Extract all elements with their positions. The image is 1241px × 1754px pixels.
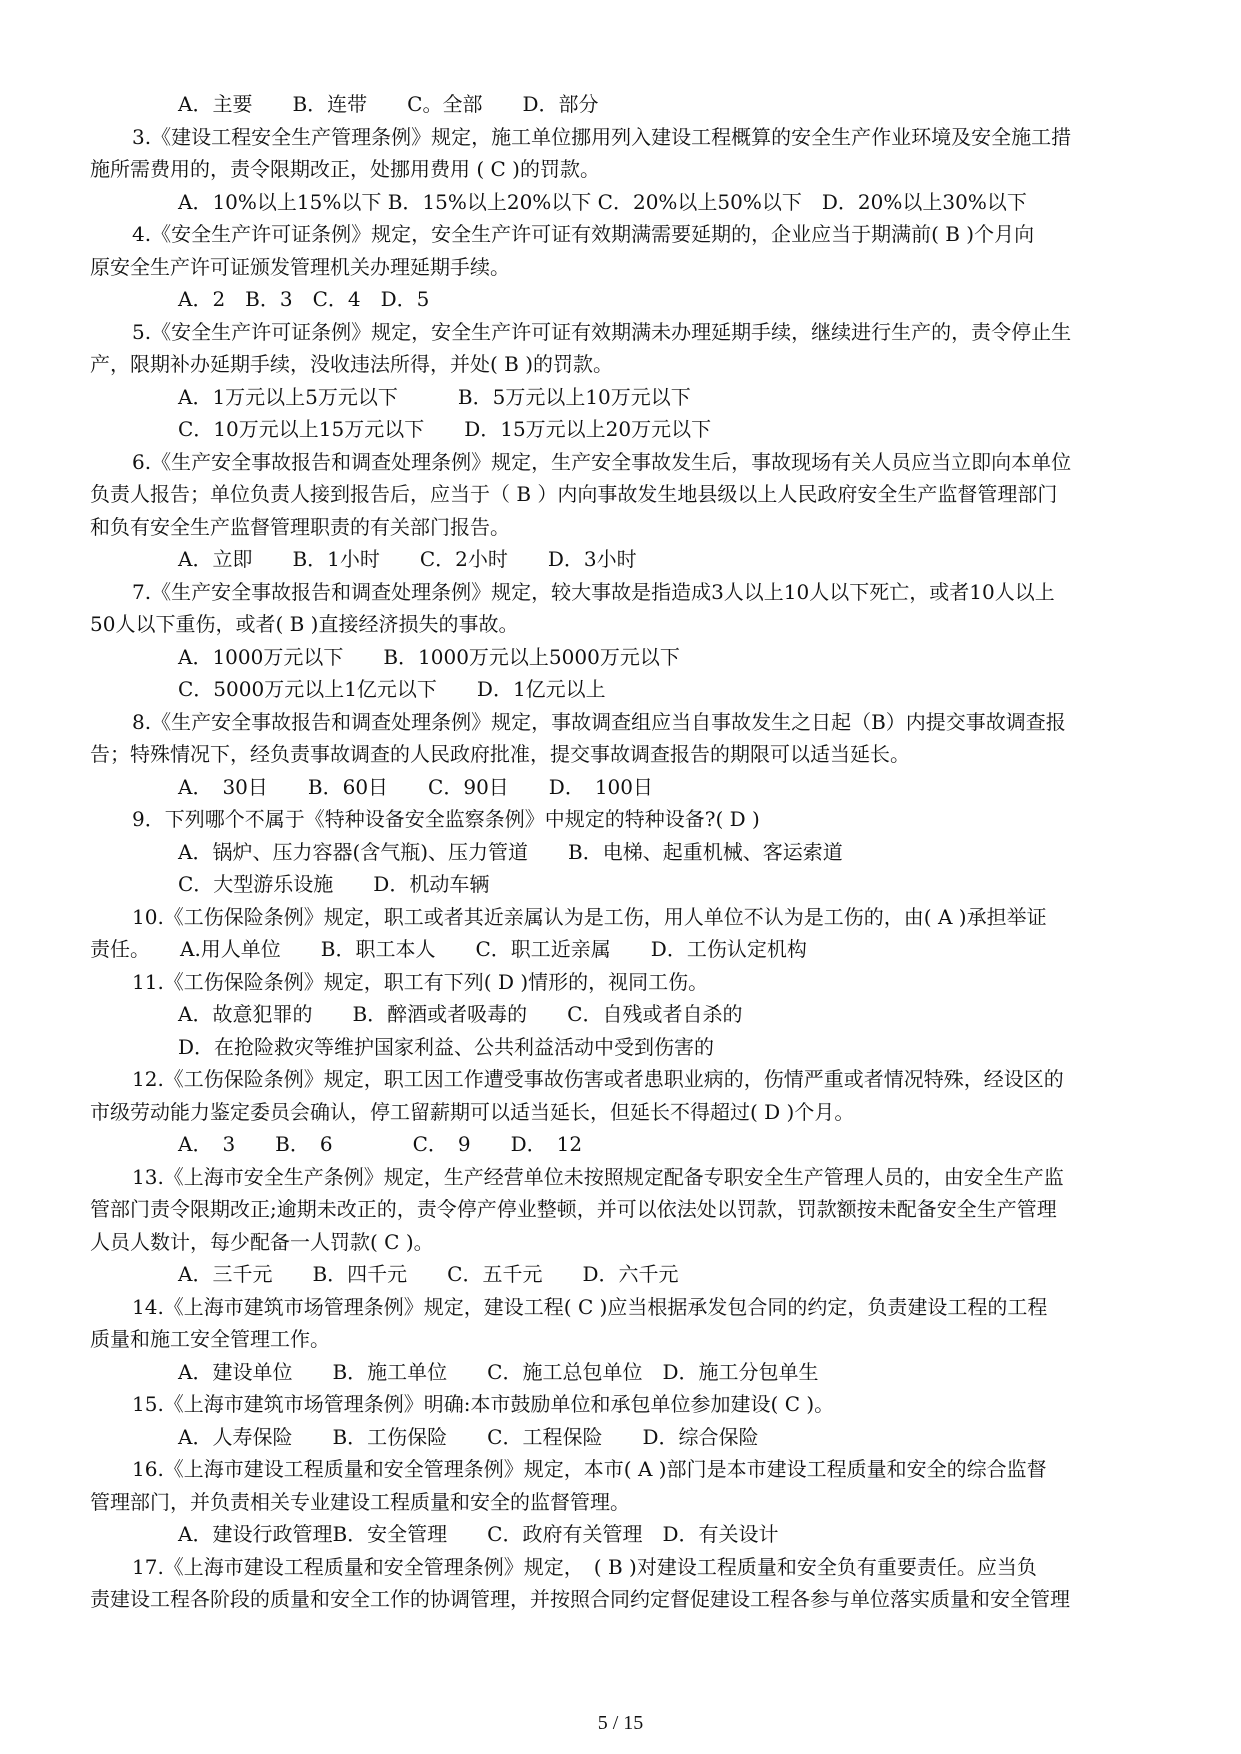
text-line: 负责人报告；单位负责人接到报告后，应当于（ B ）内向事故发生地县级以上人民政府安全生产监督管理部门 <box>90 482 1058 506</box>
text-line: 市级劳动能力鉴定委员会确认，停工留薪期可以适当延长，但延长不得超过( D )个月。 <box>90 1099 855 1124</box>
text-line: 原安全生产许可证颁发管理机关办理延期手续。 <box>90 254 510 279</box>
text-line: 人员人数计，每少配备一人罚款( C )。 <box>90 1229 434 1254</box>
text-line: 13.《上海市安全生产条例》规定，生产经营单位未按照规定配备专职安全生产管理人员的，由安全生产监 <box>132 1164 1064 1189</box>
text-line: A． 30日 B．60日 C．90日 D． 100日 <box>178 774 653 799</box>
text-line: C．5000万元以上1亿元以下 D．1亿元以上 <box>178 677 606 701</box>
text-line: 9．下列哪个不属于《特种设备安全监察条例》中规定的特种设备?( D ) <box>132 807 760 831</box>
text-line: A． 3 B． 6 C． 9 D． 12 <box>178 1132 583 1156</box>
text-line: 4.《安全生产许可证条例》规定，安全生产许可证有效期满需要延期的，企业应当于期满前( B )个月向 <box>132 222 1035 246</box>
text-line: 责任。 A.用人单位 B．职工本人 C．职工近亲属 D．工伤认定机构 <box>90 937 807 961</box>
text-line: 11.《工伤保险条例》规定，职工有下列( D )情形的，视同工伤。 <box>132 969 709 994</box>
text-line: 告；特殊情况下，经负责事故调查的人民政府批准，提交事故调查报告的期限可以适当延长。 <box>90 742 910 766</box>
text-line: 14.《上海市建筑市场管理条例》规定，建设工程( C )应当根据承发包合同的约定，负责建设工程的工程 <box>132 1294 1048 1319</box>
text-line: A．10%以上15%以下 B．15%以上20%以下 C．20%以上50%以下 D．20%以上30%以下 <box>178 189 1027 214</box>
text-line: A．锅炉、压力容器(含气瓶)、压力管道 B．电梯、起重机械、客运索道 <box>178 839 843 864</box>
text-line: A．建设单位 B．施工单位 C．施工总包单位 D．施工分包单生 <box>178 1359 819 1384</box>
text-line: C．大型游乐设施 D．机动车辆 <box>178 872 490 896</box>
text-line: 8.《生产安全事故报告和调查处理条例》规定，事故调查组应当自事故发生之日起（B）内提交事故调查报 <box>132 709 1066 734</box>
text-body <box>90 88 1153 1616</box>
text-line: C．10万元以上15万元以下 D．15万元以上20万元以下 <box>178 417 712 441</box>
text-line: A．故意犯罪的 B．醉酒或者吸毒的 C．自残或者自杀的 <box>178 1002 743 1026</box>
text-line: 17.《上海市建设工程质量和安全管理条例》规定， ( B )对建设工程质量和安全负有重要责任。应当负 <box>132 1554 1037 1579</box>
text-line: 16.《上海市建设工程质量和安全管理条例》规定，本市( A )部门是本市建设工程质量和安全的综合监督 <box>132 1457 1047 1481</box>
text-line: A．2 B．3 C．4 D．5 <box>178 287 430 311</box>
text-line: A．三千元 B．四千元 C．五千元 D．六千元 <box>178 1262 679 1286</box>
text-line: 质量和施工安全管理工作。 <box>90 1327 330 1351</box>
text-line: 施所需费用的，责令限期改正，处挪用费用 ( C )的罚款。 <box>90 157 600 181</box>
text-line: 7.《生产安全事故报告和调查处理条例》规定，较大事故是指造成3人以上10人以下死亡，或者10人以上 <box>132 579 1055 604</box>
text-line: 管部门责令限期改正;逾期未改正的，责令停产停业整顿，并可以依法处以罚款，罚款额按未配备安全生产管理 <box>90 1197 1057 1221</box>
text-line: A．1000万元以下 B．1000万元以上5000万元以下 <box>178 644 680 669</box>
text-line: A．1万元以上5万元以下 B．5万元以上10万元以下 <box>178 384 691 409</box>
text-line: 50人以下重伤，或者( B )直接经济损失的事故。 <box>90 612 519 636</box>
text-line: 管理部门，并负责相关专业建设工程质量和安全的监督管理。 <box>90 1489 630 1514</box>
text-line: 6.《生产安全事故报告和调查处理条例》规定，生产安全事故发生后，事故现场有关人员应当立即向本单位 <box>132 449 1072 474</box>
text-line: 和负有安全生产监督管理职责的有关部门报告。 <box>90 514 510 539</box>
text-line: A．人寿保险 B．工伤保险 C．工程保险 D．综合保险 <box>178 1424 759 1449</box>
text-line: 责建设工程各阶段的质量和安全工作的协调管理，并按照合同约定督促建设工程各参与单位落实质量和安全管理 <box>90 1587 1070 1611</box>
text-line: 产，限期补办延期手续，没收违法所得，并处( B )的罚款。 <box>90 352 614 376</box>
text-line: 12.《工伤保险条例》规定，职工因工作遭受事故伤害或者患职业病的，伤情严重或者情况特殊，经设区的 <box>132 1067 1064 1091</box>
text-line: 3.《建设工程安全生产管理条例》规定，施工单位挪用列入建设工程概算的安全生产作业环境及安全施工措 <box>132 124 1072 149</box>
text-line: A．立即 B．1小时 C．2小时 D．3小时 <box>178 547 637 571</box>
text-line: 10.《工伤保险条例》规定，职工或者其近亲属认为是工伤，用人单位不认为是工伤的，由( A )承担举证 <box>132 904 1047 929</box>
text-line: D．在抢险救灾等维护国家利益、公共利益活动中受到伤害的 <box>178 1034 715 1059</box>
text-line: 15.《上海市建筑市场管理条例》明确:本市鼓励单位和承包单位参加建设( C )。 <box>132 1392 835 1416</box>
page-number: 5 / 15 <box>597 1712 644 1734</box>
text-line: A．建设行政管理B．安全管理 C．政府有关管理 D．有关设计 <box>178 1522 779 1546</box>
text-line: 5.《安全生产许可证条例》规定，安全生产许可证有效期满未办理延期手续，继续进行生产的，责令停止生 <box>132 319 1072 344</box>
text-line: A．主要 B．连带 C。全部 D．部分 <box>178 92 599 116</box>
